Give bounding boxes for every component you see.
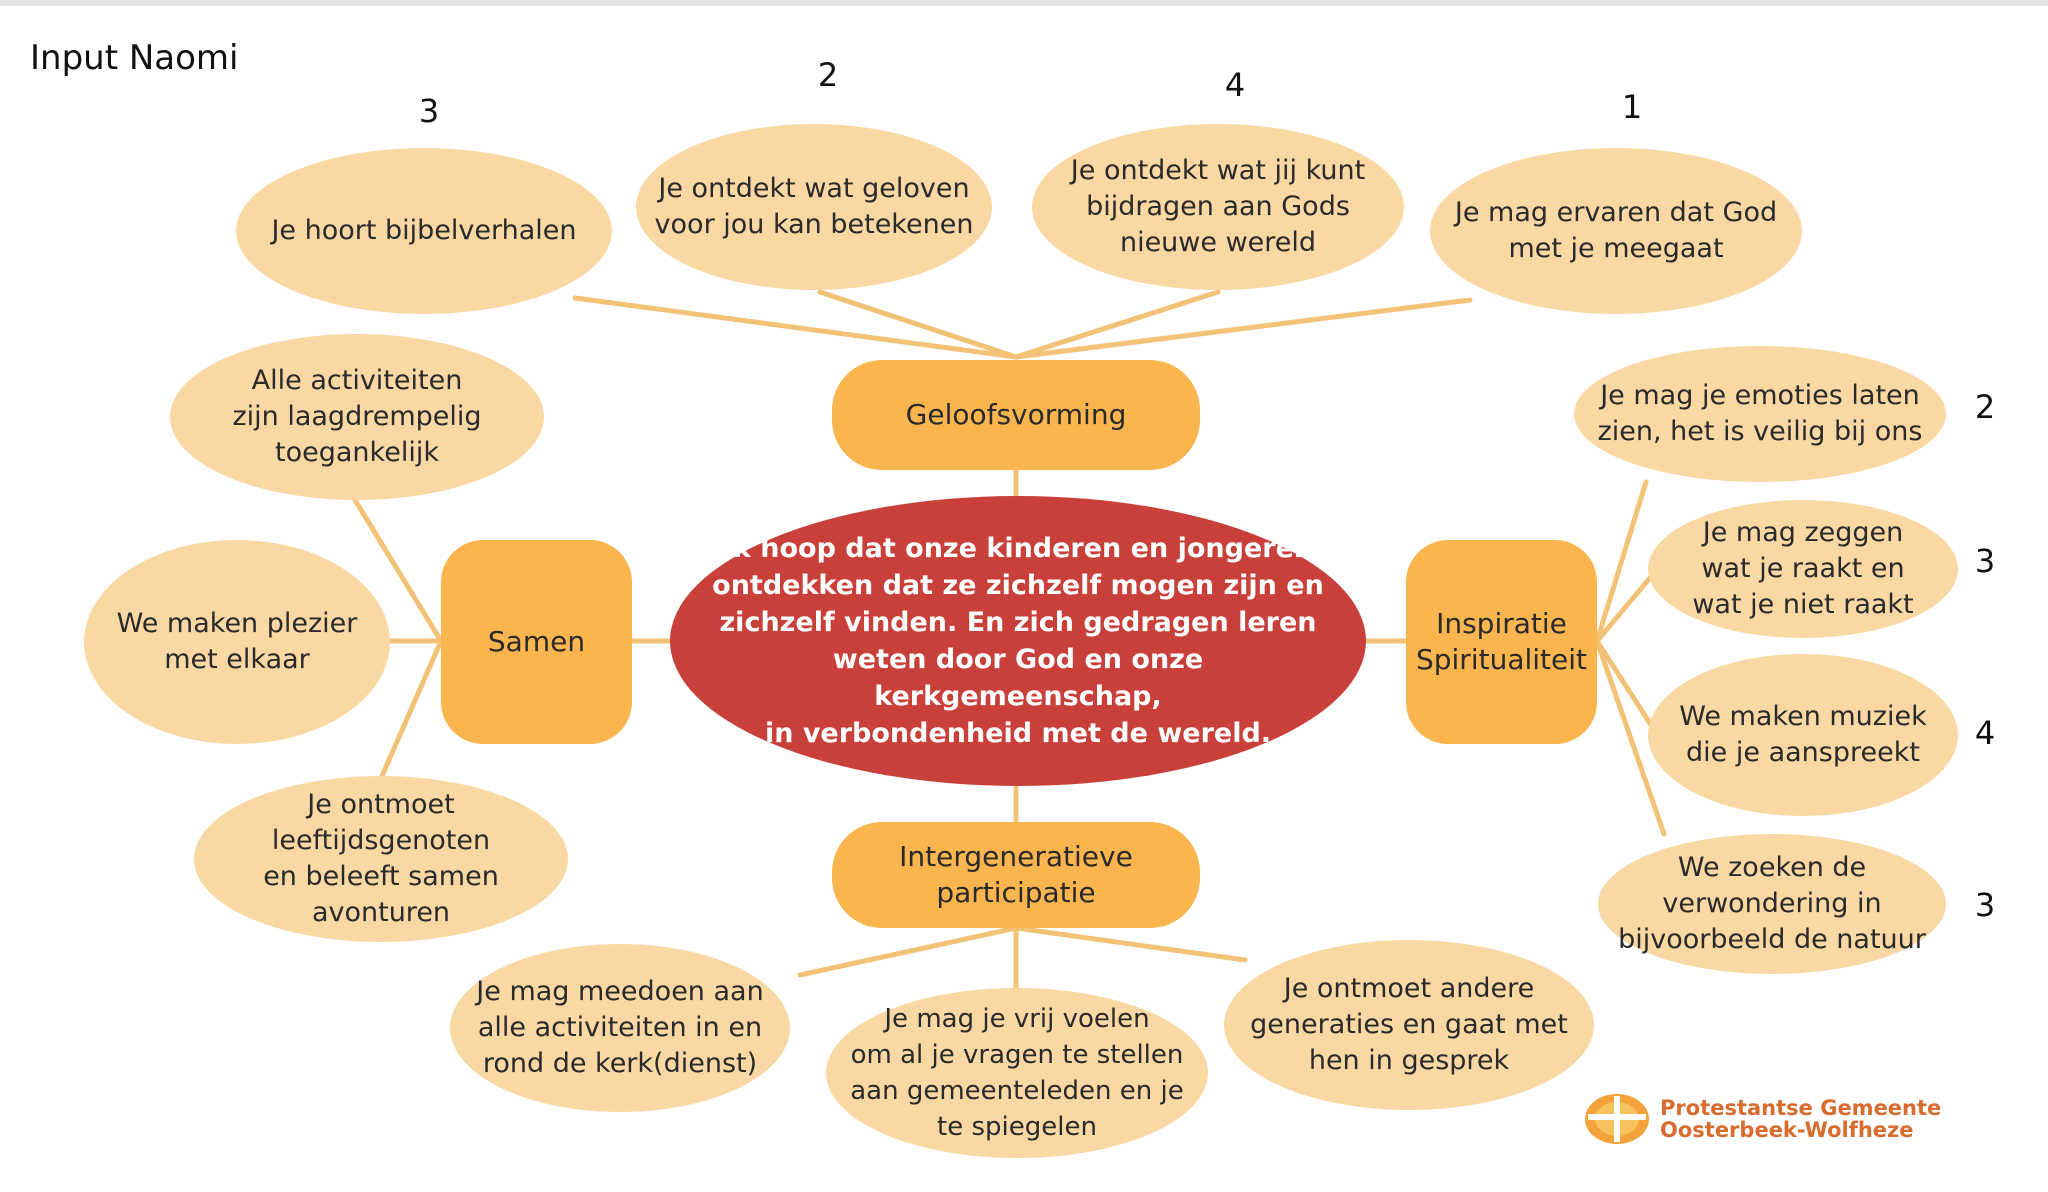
- score-label: 4: [1224, 66, 1246, 104]
- central-statement: Ik hoop dat onze kinderen en jongeren ontdekken dat ze zichzelf mogen zijn en zichzelf vinden. En zich gedragen leren weten door God en onze kerkgemeenschap, in verbondenheid met de wereld.: [670, 496, 1366, 786]
- bubble-god-meegaat: Je mag ervaren dat God met je meegaat: [1430, 148, 1802, 314]
- score-label: 3: [418, 92, 440, 130]
- bubble-gods-nieuwe-wereld: Je ontdekt wat jij kunt bijdragen aan Gods nieuwe wereld: [1032, 124, 1404, 290]
- bubble-plezier: We maken plezier met elkaar: [84, 540, 390, 744]
- logo-text: [1660, 1097, 1941, 1141]
- bubble-verwondering: We zoeken de verwondering in bijvoorbeeld de natuur: [1598, 834, 1946, 974]
- logo-line-1: Protestantse Gemeente: [1660, 1096, 1942, 1120]
- bubble-muziek: We maken muziek die je aanspreekt: [1648, 654, 1958, 816]
- page-title: Input Naomi: [30, 38, 239, 78]
- hub-intergeneratieve-participatie: Intergeneratieve participatie: [832, 822, 1200, 928]
- bubble-geloven-betekenen: Je ontdekt wat geloven voor jou kan betekenen: [636, 124, 992, 290]
- score-label: 3: [1974, 886, 1996, 924]
- bubble-emoties: Je mag je emoties laten zien, het is veilig bij ons: [1574, 346, 1946, 482]
- score-label: 2: [817, 56, 839, 94]
- sun-cross-icon: [1582, 1092, 1652, 1146]
- bubble-meedoen: Je mag meedoen aan alle activiteiten in en rond de kerk(dienst): [450, 944, 790, 1112]
- score-label: 2: [1974, 388, 1996, 426]
- score-label: 1: [1621, 88, 1643, 126]
- bubble-generaties: Je ontmoet andere generaties en gaat met hen in gesprek: [1224, 940, 1594, 1110]
- bubble-bijbelverhalen: Je hoort bijbelverhalen: [236, 148, 612, 314]
- hub-samen: Samen: [441, 540, 632, 744]
- hub-geloofsvorming: Geloofsvorming: [832, 360, 1200, 470]
- score-label: 3: [1974, 542, 1996, 580]
- score-label: 4: [1974, 714, 1996, 752]
- logo-line-2: Oosterbeek-Wolfheze: [1660, 1118, 1914, 1142]
- bubble-vragen-stellen: Je mag je vrij voelen om al je vragen te stellen aan gemeenteleden en je te spiegelen: [826, 988, 1208, 1158]
- bubble-leeftijdsgenoten: Je ontmoet leeftijdsgenoten en beleeft samen avonturen: [194, 776, 568, 942]
- bubble-zeggen-raakt: Je mag zeggen wat je raakt en wat je niet raakt: [1648, 500, 1958, 638]
- hub-inspiratie-spiritualiteit: Inspiratie Spiritualiteit: [1406, 540, 1597, 744]
- bubble-laagdrempelig: Alle activiteiten zijn laagdrempelig toegankelijk: [170, 334, 544, 500]
- church-logo: [1582, 1092, 1941, 1146]
